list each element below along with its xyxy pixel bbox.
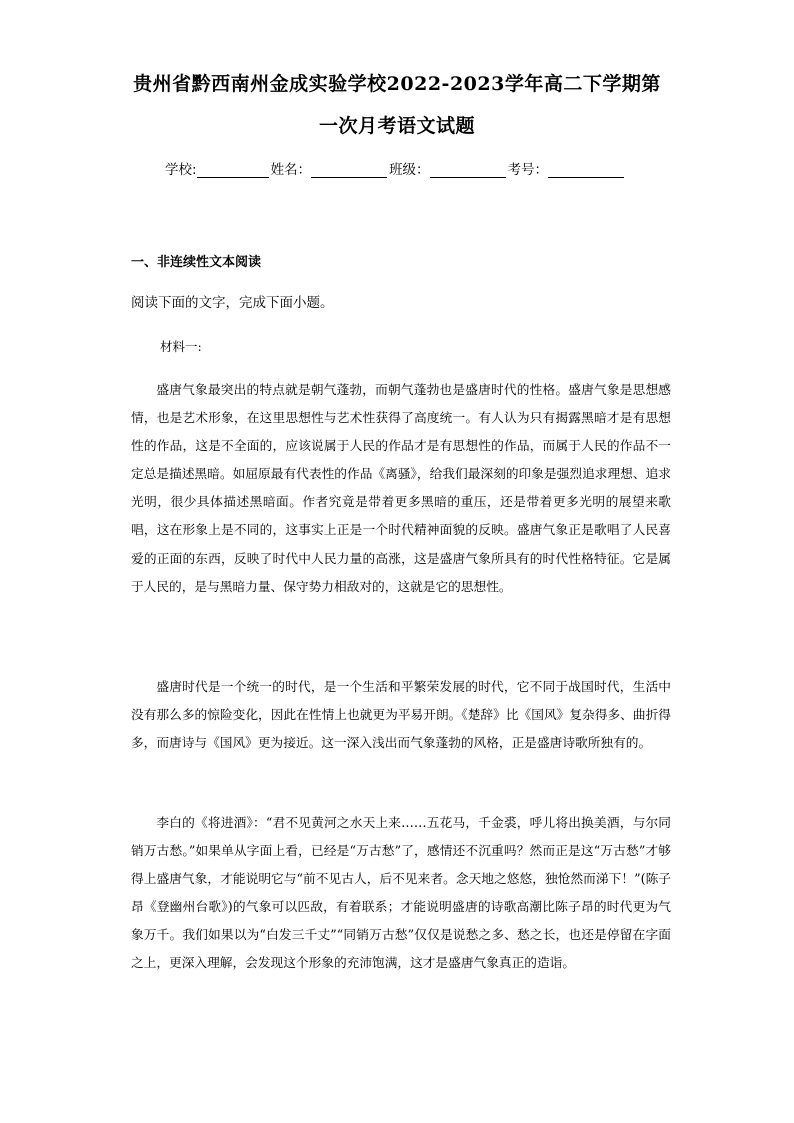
material-label: 材料一:: [160, 339, 202, 354]
name-blank: [311, 163, 387, 178]
class-label: 班级：: [389, 162, 430, 178]
paragraph-1: 盛唐气象最突出的特点就是朝气蓬勃，而朝气蓬勃也是盛唐时代的性格。盛唐气象是思想感情，也是艺术形象，在这里思想性与艺术性获得了高度统一。有人认为只有揭露黑暗才是有思想性的作品，这是不全面的，应该说属于人民的作品才是有思想性的作品，而属于人民的作品不一定总是描述黑暗。如屈原最有代表性的作品《离骚》，给我们最深刻的印象是强烈追求理想、追求光明，很少具体描述黑暗面。作者究竟是带着更多黑暗的重压，还是带着更多光明的展望来歌唱，这在形象上是不同的，这事实上正是一个时代精神面貌的反映。盛唐气象正是歌唱了人民喜爱的正面的东西，反映了时代中人民力量的高涨，这是盛唐气象所具有的时代性格特征。它是属于人民的，是与黑暗力量、保守势力相敌对的，这就是它的思想性。: [131, 382, 671, 594]
reading-instruction: 阅读下面的文字，完成下面小题。: [131, 295, 334, 311]
paragraph-2: 盛唐时代是一个统一的时代，是一个生活和平繁荣发展的时代，它不同于战国时代，生活中没有那么多的惊险变化，因此在性情上也就更为平易开朗。《楚辞》比《国风》复杂得多、曲折得多，而唐诗与《国风》更为接近。这一深入浅出而气象蓬勃的风格，正是盛唐诗歌所独有的。: [131, 679, 671, 751]
exam-title-line-2: 一次月考语文试题: [318, 115, 475, 137]
name-label: 姓名：: [270, 162, 312, 178]
exam-number-label: 考号：: [507, 162, 549, 178]
exam-number-blank: [548, 163, 624, 178]
exam-title-line-1: 贵州省黔西南州金成实验学校2022-2023学年高二下学期第: [133, 73, 661, 95]
paragraph-3: 李白的《将进酒》：“君不见黄河之水天上来……五花马，千金裘，呼儿将出换美酒，与尔同销万古愁。”如果单从字面上看，已经是“万古愁”了，感情还不沉重吗？然而正是这“万古愁”才够得上盛唐气象，才能说明它与“前不见古人，后不见来者。念天地之悠悠，独怆然而涕下！”(陈子昂《登幽州台歌》)的气象可以匹敌，有着联系；才能说明盛唐的诗歌高潮比陈子昂的时代更为气象万千。我们如果以为“白发三千丈”“同销万古愁”仅仅是说愁之多、愁之长，也还是停留在字面之上，更深入理解，会发现这个形象的充沛饱满，这才是盛唐气象真正的造诣。: [131, 815, 671, 971]
student-info-row: [165, 158, 626, 178]
class-blank: [430, 163, 506, 178]
school-label: 学校:: [165, 162, 197, 178]
school-blank: [197, 163, 269, 178]
section-heading: 一、非连续性文本阅读: [131, 255, 262, 270]
